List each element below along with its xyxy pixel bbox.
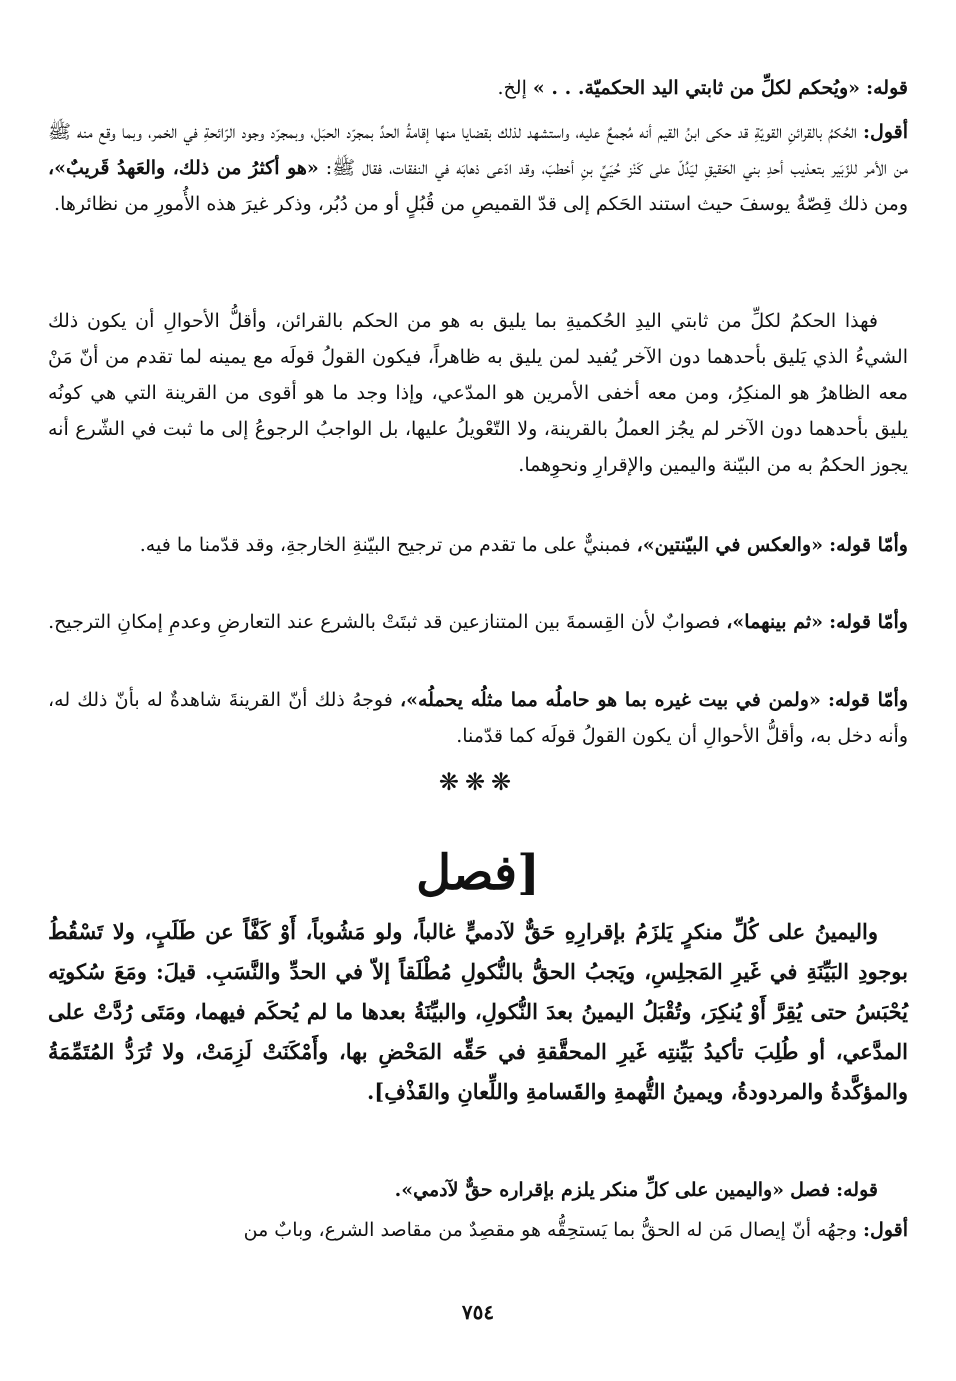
quoted-text: «ثم بينهما»، [726, 611, 824, 633]
matn-text: واليمينُ على كُلِّ منكرٍ يَلزَمُ بإقرارِهِ حَقٌّ لآدميٍّ غالباً، ولو مَشُوباً، أَوْ كَفَّاً عن طَلَبٍ، ولا تَسْقُطُ بوجودِ البَيِّنَةِ في غَيرِ المَجلِسِ، ويَجبُ الحقُّ بالنُّكولِ مُطْلَقاً إلاّ في الحدِّ والنَّسَبِ. قيلَ: ومَعَ سُكوتِه يُحْبَسُ حتى يُقِرَّ أَوْ يُنكِرَ، وتُقْبَلُ اليمينُ بعدَ النُّكولِ، والبيِّنَةُ بعدها ما لم يُحكَم فيهما، ومَتَى رُدَّتْ على المدَّعي، أو طُلِبَ تأكيدُ بَيِّنتِه غَيرِ المحقَّقةِ في حَقِّه المَحْضِ بها، وأَمْكَنَتْ لَزِمَتْ، ولا تُرَدُّ المُتَمِّمَةُ والمؤكَّدةُ والمردودةُ، ويمينُ التُّهمةِ والقَسامةِ واللِّعانِ والقَذْفِ]. [48, 919, 908, 1104]
quoted-text: «ويُحكم لكلِّ من ثابتي اليد الحكميّة. . . » [532, 77, 861, 99]
quote-lead: قوله: [866, 77, 908, 99]
quote-lead: قوله: [836, 1179, 878, 1201]
paragraph-text: الحُكمُ بالقرائنِ القويّةِ قد حكى ابنُ القيم أنه مُجمعٌ عليه، واستشهد لذلك بقضايا منها إقامةُ الحدِّ بمجرّد الحبَل، وبمجرّد وجود الرّائحةِ في الخمر، وبما وقع منه ﷺ من الأمر للزّبَير بتعذيب أحدِ بني الحَقيقِ ليَدُلّ على كَنْز حُيَيِّ بنِ أخطبَ، وقد ادّعى ذهابَه في النفقات، فقال ﷺ: [48, 121, 908, 179]
aqulu-lead: أقول: [863, 1219, 908, 1241]
fasl-word: فصل [790, 1179, 831, 1201]
quoted-text: «والعكس في البيّنتين»، [636, 534, 824, 556]
paragraph-3 [48, 303, 908, 483]
paragraph-text: وجهُه أنّ إيصال مَن له الحقُّ بما يَستحِقُّه هو مقصِدٌ من مقاصد الشرع، وبابٌ من [243, 1219, 857, 1241]
section-title: [فصل [416, 845, 540, 901]
quote-lead: وأمّا قوله: [829, 611, 908, 633]
paragraph-text-rest: ومن ذلك قِصّةُ يوسفَ حيث استند الحَكم إلى قدّ القميصِ من قُبُلٍ أو من دُبُر، وذكر غيرَ هذه الأُمورِ من نظائرها. [54, 193, 908, 215]
paragraph-1 [48, 70, 908, 106]
aqulu-lead: أقول: [863, 121, 909, 143]
paragraph-text: فمبنيٌّ على ما تقدم من ترجيح البيّنةِ الخارجةِ، وقد قدّمنا ما فيه. [139, 534, 631, 556]
paragraph-2 [48, 114, 908, 222]
paragraph-4 [48, 527, 908, 563]
quoted-text: «واليمين على كلِّ منكر يلزم بإقراره حقٌّ لآدمي». [394, 1179, 785, 1201]
paragraph-7 [48, 1172, 908, 1208]
separator-ornament: ❋❋❋ [438, 768, 518, 796]
page-number: ٧٥٤ [461, 1300, 495, 1324]
matn-paragraph [48, 912, 908, 1112]
paragraph-6 [48, 682, 908, 754]
quote-lead: وأمّا قوله: [827, 689, 908, 711]
paragraph-8 [48, 1212, 908, 1248]
quoted-text: «ولمن في بيت غيره بما هو حاملُه مما مثلُه يحملُه»، [399, 689, 821, 711]
paragraph-text: فهذا الحكمُ لكلِّ من ثابتي اليدِ الحُكميةِ بما يليق به هو من الحكم بالقرائن، وأقلُّ الأحوالِ أن يكون ذلك الشيءُ الذي يَليق بأحدهما دون الآخر يُفيد لمن يليق به ظاهراً، فيكون القولُ قولَه مع يمينه لما تقدم من أنّ مَنْ معه الظاهرُ هو المنكِرُ، ومن معه أخفى الأمرين هو المدّعي، وإذا وجد ما هو أقوى من القرينة التي هي كونُه يليق بأحدهما دون الآخر لم يجُز العملُ بالقرينة، ولا التّعْويلُ عليها، بل الواجبُ الرجوعُ إلى ما ثبت في الشّرع أنه يجوز الحكمُ به من البيّنة واليمين والإقرارِ ونحوِهما. [48, 310, 908, 476]
quote-lead: وأمّا قوله: [829, 534, 908, 556]
paragraph-text: فوجهُ ذلك أنّ القرينةَ شاهدةٌ له بأنّ ذلك له، وأنه دخل به، وأقلُّ الأحوالِ أن يكون القولُ قولَه كما قدّمنا. [48, 689, 908, 747]
paragraph-5 [48, 604, 908, 640]
quoted-text: «هو أكثرُ من ذلك، والعَهدُ قَريبٌ»، [48, 157, 319, 179]
paragraph-text: إلخ. [497, 77, 527, 99]
paragraph-text: فصوابٌ لأن القِسمةَ بين المتنازعين قد ثبتَتْ بالشرع عند التعارضِ وعدمِ إمكانِ الترجيح. [48, 611, 721, 633]
